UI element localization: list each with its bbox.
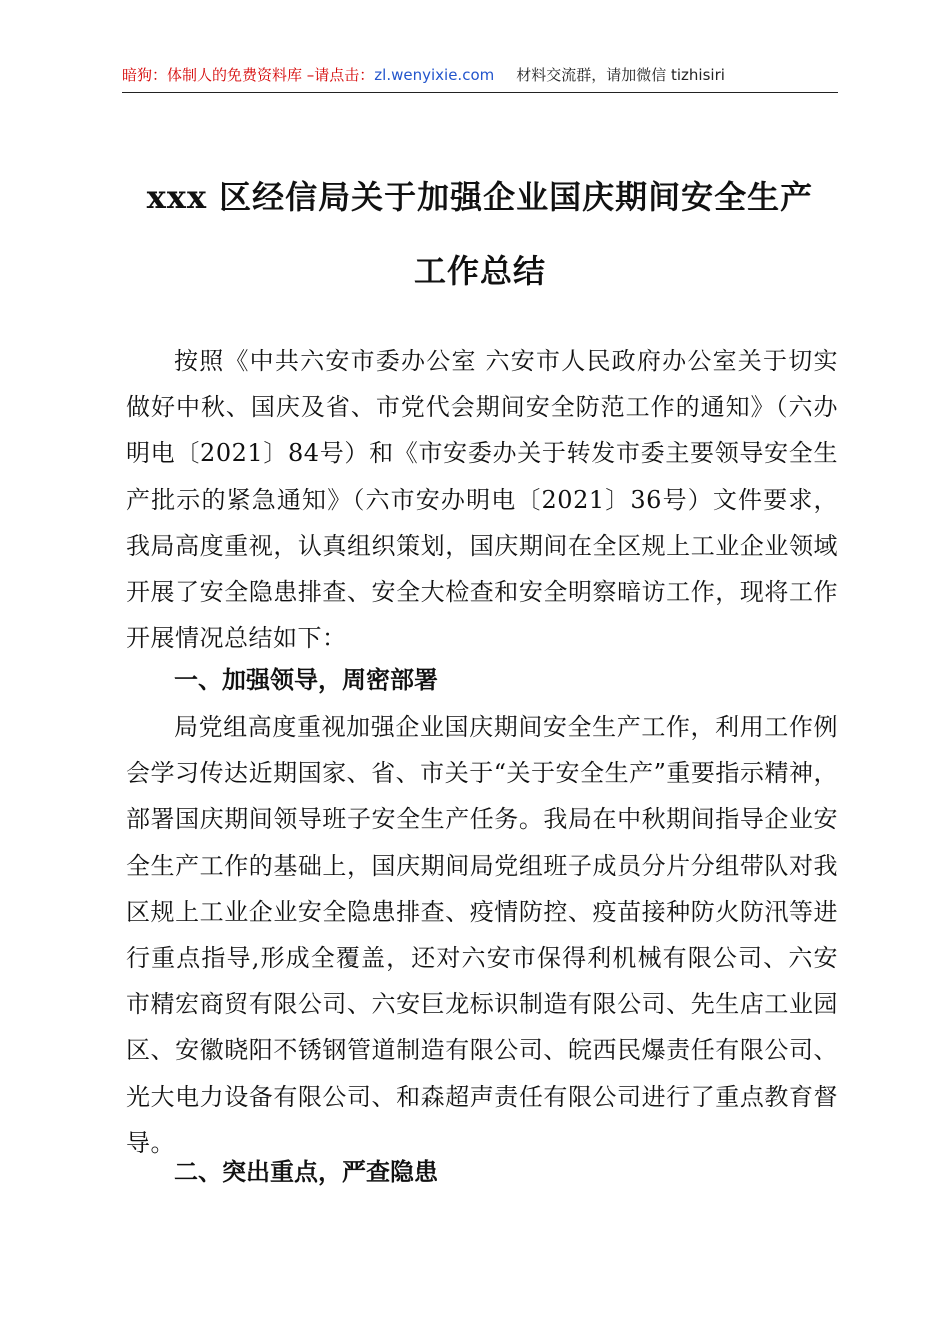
page-header — [122, 64, 838, 93]
header-source-label: 暗狗：体制人的免费资料库 — [122, 66, 303, 84]
header-contact: 材料交流群，请加微信 tizhisiri — [516, 66, 725, 84]
document-title-line2: 工作总结 — [413, 252, 546, 290]
header-site-link[interactable]: zl.wenyixie.com — [374, 66, 495, 84]
document-title-line1: xxx 区经信局关于加强企业国庆期间安全生产 — [146, 178, 814, 216]
section2-heading: 二、突出重点，严查隐患 — [174, 1158, 438, 1186]
header-click-prompt: –请点击： — [302, 66, 375, 84]
section1-heading: 一、加强领导，周密部署 — [174, 666, 438, 694]
intro-paragraph: 按照《中共六安市委办公室 六安市人民政府办公室关于切实做好中秋、国庆及省、市党代会期间安全防范工作的通知》（六办明电〔2021〕84号）和《市安委办关于转发市委主要领导安全生产批示的紧急通知》（六市安办明电〔2021〕36号）文件要求，我局高度重视，认真组织策划，国庆期间在全区规上工业企业领域开展了安全隐患排查、安全大检查和安全明察暗访工作，现将工作开展情况总结如下： — [126, 347, 838, 653]
section1-paragraph: 局党组高度重视加强企业国庆期间安全生产工作，利用工作例会学习传达近期国家、省、市关于“关于安全生产”重要指示精神，部署国庆期间领导班子安全生产任务。我局在中秋期间指导企业安全生产工作的基础上，国庆期间局党组班子成员分片分组带队对我区规上工业企业安全隐患排查、疫情防控、疫苗接种防火防汛等进行重点指导,形成全覆盖，还对六安市保得利机械有限公司、六安市精宏商贸有限公司、六安巨龙标识制造有限公司、先生店工业园区、安徽晓阳不锈钢管道制造有限公司、皖西民爆责任有限公司、光大电力设备有限公司、和森超声责任有限公司进行了重点教育督导。 — [126, 713, 838, 1157]
